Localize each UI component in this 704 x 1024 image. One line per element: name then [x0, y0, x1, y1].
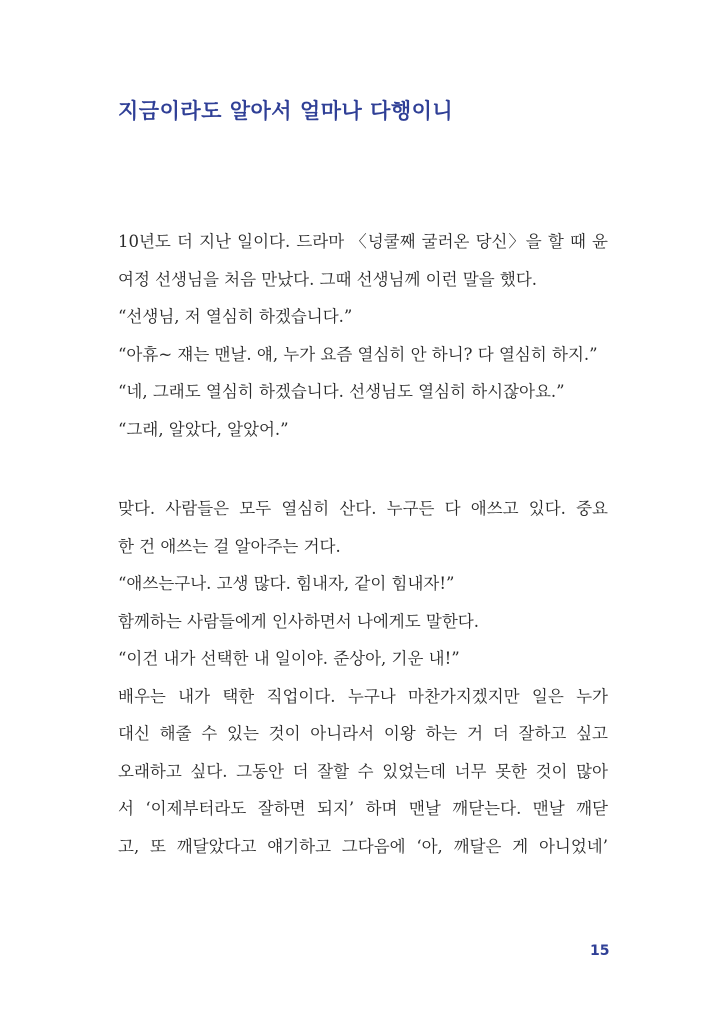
text-line: 10년도 더 지난 일이다. 드라마 〈넝쿨째 굴러온 당신〉을 할 때 윤 [118, 232, 608, 251]
text-line: 대신 해줄 수 있는 것이 아니라서 이왕 하는 거 더 잘하고 싶고 [118, 724, 608, 743]
text-line: 여정 선생님을 처음 만났다. 그때 선생님께 이런 말을 했다. [118, 269, 538, 289]
text-line: 한 건 애쓰는 걸 알아주는 거다. [118, 536, 341, 556]
text-line: 서 ‘이제부터라도 잘하면 되지’ 하며 맨날 깨닫는다. 맨날 깨닫 [118, 799, 608, 818]
chapter-title: 지금이라도 알아서 얼마나 다행이니 [118, 99, 454, 123]
text-line: 함께하는 사람들에게 인사하면서 나에게도 말한다. [118, 611, 479, 631]
page-number: 15 [590, 943, 610, 959]
quote-line: “애쓰는구나. 고생 많다. 힘내자, 같이 힘내자!” [118, 574, 455, 593]
quote-line: “그래, 알았다, 알았어.” [118, 419, 289, 439]
text-line: 맞다. 사람들은 모두 열심히 산다. 누구든 다 애쓰고 있다. 중요 [118, 499, 608, 518]
quote-line: “네, 그래도 열심히 하겠습니다. 선생님도 열심히 하시잖아요.” [118, 382, 565, 401]
text-line: 배우는 내가 택한 직업이다. 누구나 마찬가지겠지만 일은 누가 [118, 686, 608, 706]
text-line: 고, 또 깨달았다고 얘기하고 그다음에 ‘아, 깨달은 게 아니었네’ [118, 836, 608, 856]
quote-line: “아휴~ 쟤는 맨날. 얘, 누가 요즘 열심히 안 하니? 다 열심히 하지.” [118, 344, 598, 364]
text-line: 오래하고 싶다. 그동안 더 잘할 수 있었는데 너무 못한 것이 많아 [118, 761, 608, 781]
quote-line: “이건 내가 선택한 내 일이야. 준상아, 기운 내!” [118, 649, 460, 668]
quote-line: “선생님, 저 열심히 하겠습니다.” [118, 307, 353, 326]
